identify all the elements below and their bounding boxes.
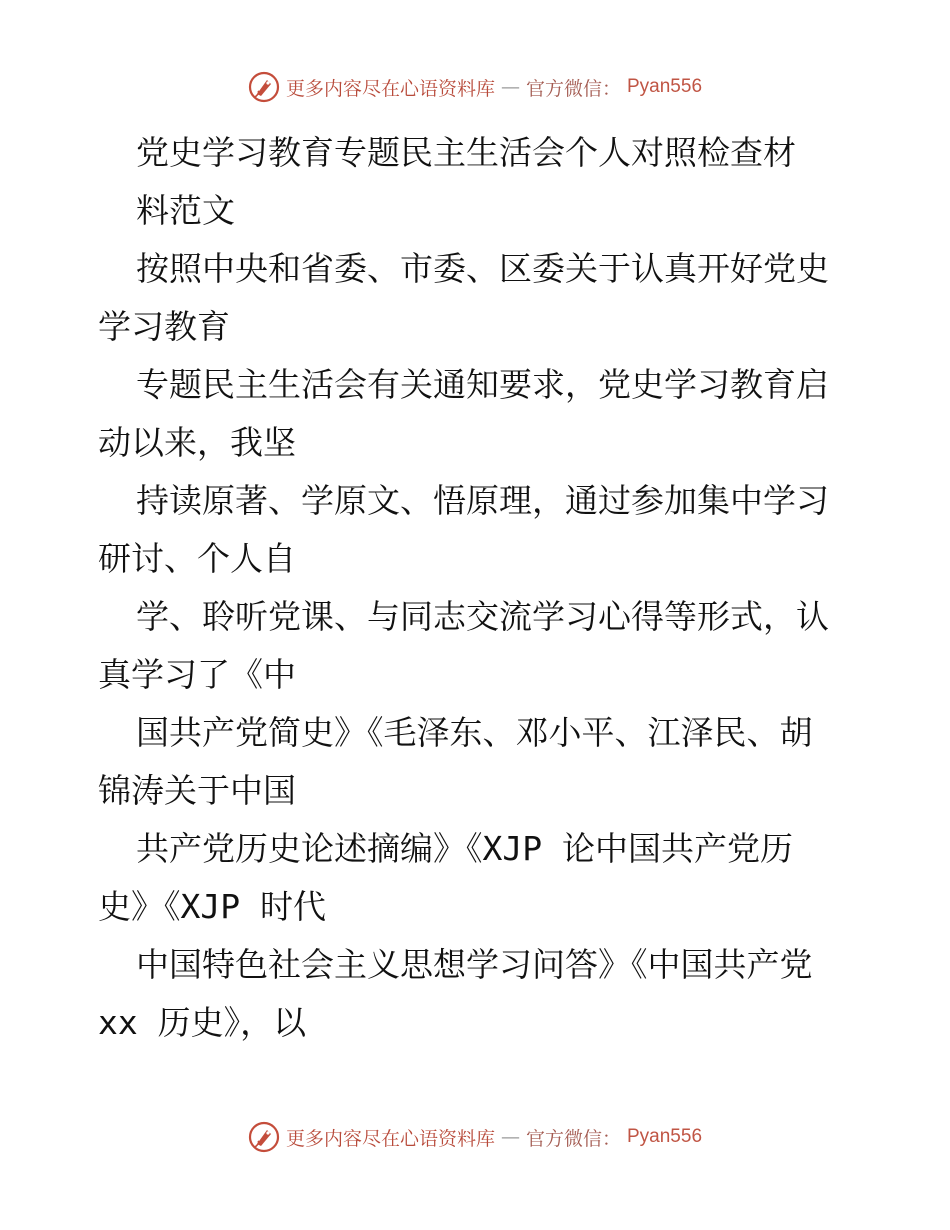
- text-line: 共产党历史论述摘编》《XJP 论中国共产党历: [136, 829, 793, 868]
- text-line: 研讨、个人自: [98, 539, 296, 578]
- text-line: 史》《XJP 时代: [98, 887, 326, 926]
- text-line: 专题民主生活会有关通知要求，党史学习教育启: [136, 365, 829, 404]
- document-title-line-1: 党史学习教育专题民主生活会个人对照检查材: [136, 133, 796, 172]
- document-title-line-2: 料范文: [136, 191, 235, 230]
- text-line: 真学习了《中: [98, 655, 296, 694]
- banner-wechat-label: 官方微信：: [525, 1127, 621, 1150]
- banner-wechat-id: Pyan556: [627, 76, 703, 97]
- banner-wechat-label: 官方微信：: [525, 77, 621, 100]
- pen-nib-logo-icon: [248, 71, 280, 103]
- text-line: 锦涛关于中国: [98, 771, 296, 810]
- document-body: [98, 124, 858, 1052]
- pen-nib-logo-icon: [248, 1121, 280, 1153]
- text-line: 按照中央和省委、市委、区委关于认真开好党史: [136, 249, 829, 288]
- text-line: 持读原著、学原文、悟原理，通过参加集中学习: [136, 481, 829, 520]
- text-line: 学、聆听党课、与同志交流学习心得等形式，认: [136, 597, 829, 636]
- banner-site-text: 更多内容尽在心语资料库: [285, 1127, 495, 1150]
- text-line: 学习教育: [98, 307, 230, 346]
- text-line: xx 历史》，以: [98, 1003, 307, 1042]
- banner-dash: —: [500, 76, 520, 98]
- text-line: 中国特色社会主义思想学习问答》《中国共产党: [136, 945, 813, 984]
- banner-site-text: 更多内容尽在心语资料库: [285, 77, 495, 100]
- text-line: 动以来，我坚: [98, 423, 296, 462]
- banner-wechat-id: Pyan556: [627, 1126, 703, 1147]
- text-line: 国共产党简史》《毛泽东、邓小平、江泽民、胡: [136, 713, 813, 752]
- header-banner: [0, 71, 950, 103]
- banner-dash: —: [500, 1126, 520, 1148]
- footer-banner: [0, 1121, 950, 1153]
